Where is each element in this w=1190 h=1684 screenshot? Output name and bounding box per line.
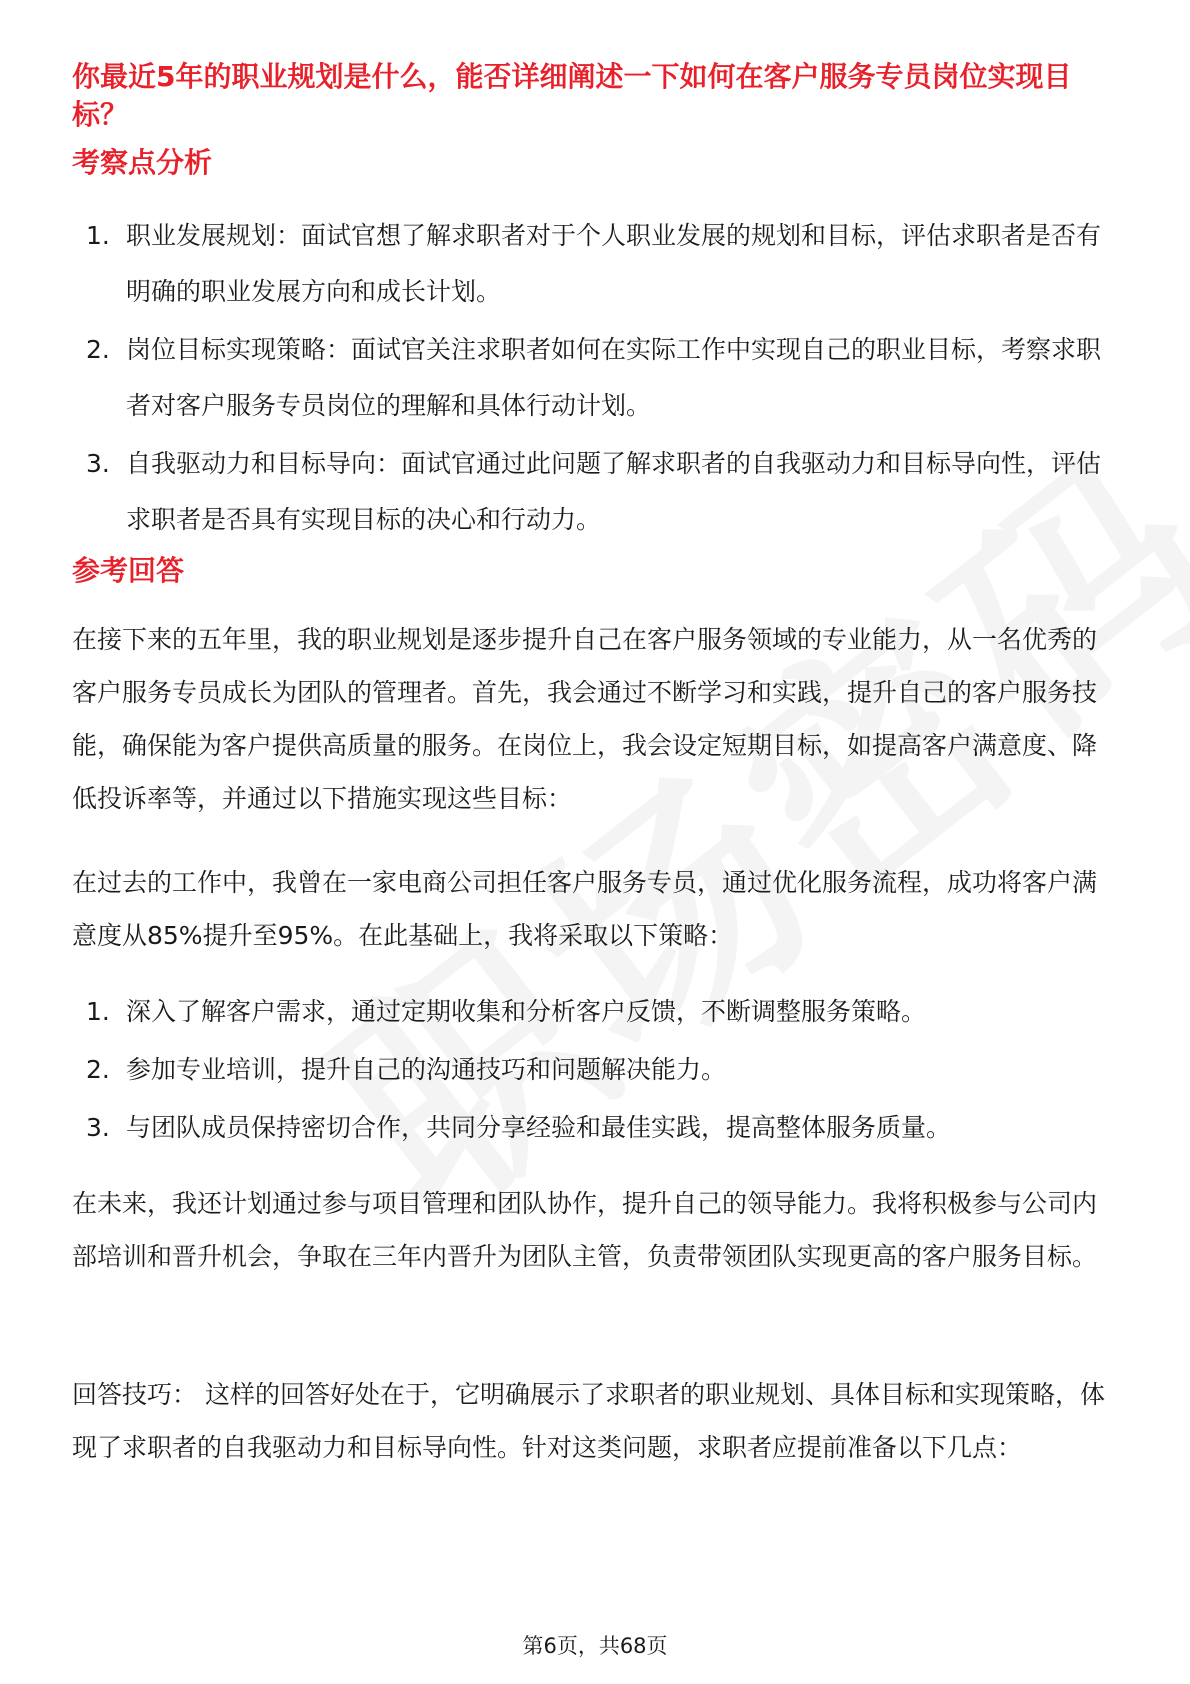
strategy-list	[72, 994, 1118, 1168]
list-item	[72, 208, 1118, 320]
list-item	[72, 1052, 1118, 1088]
analysis-heading: 考察点分析	[72, 146, 213, 179]
question-title: 你最近5年的职业规划是什么，能否详细阐述一下如何在客户服务专员岗位实现目标？	[72, 60, 1072, 131]
answer-paragraph-2: 在过去的工作中，我曾在一家电商公司担任客户服务专员，通过优化服务流程，成功将客户满意度从85%提升至95%。在此基础上，我将采取以下策略：	[72, 868, 1098, 950]
list-number: 1.	[86, 997, 110, 1026]
list-text: 职业发展规划：面试官想了解求职者对于个人职业发展的规划和目标，评估求职者是否有明确的职业发展方向和成长计划。	[126, 221, 1102, 306]
answer-tips: 回答技巧： 这样的回答好处在于，它明确展示了求职者的职业规划、具体目标和实现策略，体现了求职者的自我驱动力和目标导向性。针对这类问题，求职者应提前准备以下几点：	[72, 1380, 1105, 1462]
list-number: 2.	[86, 335, 110, 364]
list-text: 岗位目标实现策略：面试官关注求职者如何在实际工作中实现自己的职业目标，考察求职者对客户服务专员岗位的理解和具体行动计划。	[126, 335, 1102, 420]
list-number: 2.	[86, 1055, 110, 1084]
list-text: 深入了解客户需求，通过定期收集和分析客户反馈，不断调整服务策略。	[126, 997, 927, 1026]
answer-paragraph-3: 在未来，我还计划通过参与项目管理和团队协作，提升自己的领导能力。我将积极参与公司内部培训和晋升机会，争取在三年内晋升为团队主管，负责带领团队实现更高的客户服务目标。	[72, 1189, 1098, 1271]
answer-heading: 参考回答	[72, 554, 185, 587]
list-number: 1.	[86, 221, 110, 250]
page-footer: 第6页，共68页	[522, 1634, 668, 1658]
list-number: 3.	[86, 1113, 110, 1142]
analysis-list	[72, 208, 1118, 550]
list-text: 参加专业培训，提升自己的沟通技巧和问题解决能力。	[126, 1055, 727, 1084]
list-item	[72, 436, 1118, 548]
list-text: 自我驱动力和目标导向：面试官通过此问题了解求职者的自我驱动力和目标导向性，评估求职者是否具有实现目标的决心和行动力。	[126, 449, 1102, 534]
list-text: 与团队成员保持密切合作，共同分享经验和最佳实践，提高整体服务质量。	[126, 1113, 952, 1142]
list-item	[72, 994, 1118, 1030]
list-item	[72, 1110, 1118, 1146]
list-item	[72, 322, 1118, 434]
answer-paragraph-1: 在接下来的五年里，我的职业规划是逐步提升自己在客户服务领域的专业能力，从一名优秀的客户服务专员成长为团队的管理者。首先，我会通过不断学习和实践，提升自己的客户服务技能，确保能为客户提供高质量的服务。在岗位上，我会设定短期目标，如提高客户满意度、降低投诉率等，并通过以下措施实现这些目标：	[72, 625, 1098, 813]
list-number: 3.	[86, 449, 110, 478]
